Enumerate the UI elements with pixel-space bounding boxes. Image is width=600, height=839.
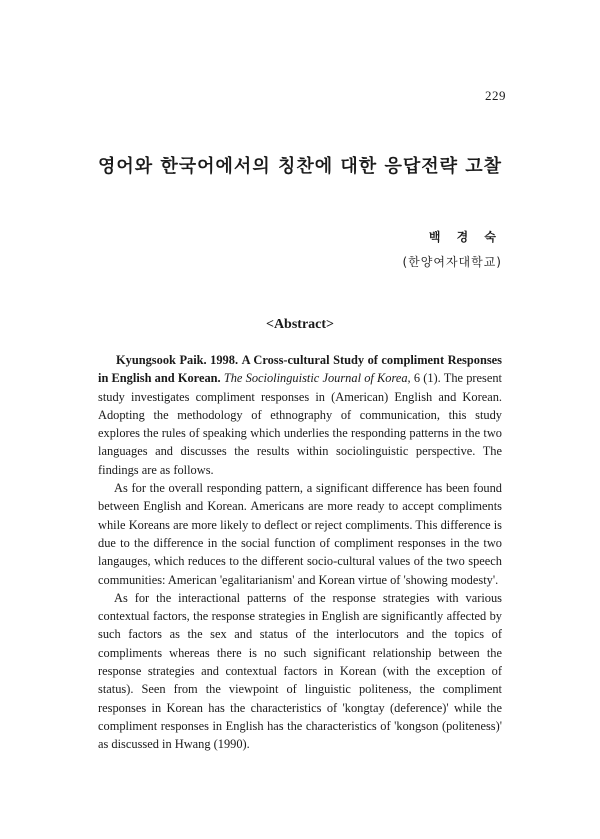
page-number: 229 xyxy=(485,88,506,103)
citation-title: A Cross-cultural Study of compliment Responses in English and Korean. xyxy=(98,353,502,386)
abstract-paragraph-3: As for the interactional patterns of the response strategies with various contextual factors, the response strategies in English are significantly affected by such factors as the sex and status of the interlocutors and the topics of compliments whereas there is no such significant relationship between the response strategies and contextual factors in Korean (with the exception of status). Seen from the viewpoint of linguistic politeness, the compliment responses in Korean has the characteristics of 'kongtay (deference)' while the compliment responses in English has the characteristics of 'kongson (politeness)' as discussed in Hwang (1990). xyxy=(98,590,502,752)
abstract-text-1: The present study investigates compliment responses in (American) English and Korean. Adopting the methodology of ethnography of communication, this study explores the rules of speaking which underlies the responding patterns in the two languages and discusses the results within sociolinguistic perspective. The findings are as follows. xyxy=(98,371,502,477)
citation-journal: The Sociolinguistic Journal of Korea, xyxy=(223,371,411,386)
abstract-paragraph-1 xyxy=(98,351,502,479)
paper-title: 영어와 한국어에서의 칭찬에 대한 응답전략 고찰 xyxy=(97,156,503,177)
abstract-paragraph-2: As for the overall responding pattern, a significant difference has been found between English and Korean. Americans are more ready to accept compliments while Koreans are more likely to deflect or reject compliments. This difference is due to the difference in the social function of compliment responses in the two langauges, which reduces to the different socio-cultural values of the two speech communities: American 'egalitarianism' and Korean virtue of 'showing modesty'. xyxy=(98,481,502,587)
author-name: 백 경 숙 xyxy=(428,230,502,244)
citation-volume: 6 (1). xyxy=(413,371,441,386)
author-affiliation: (한양여자대학교) xyxy=(402,255,502,269)
citation-author-year: Kyungsook Paik. 1998. xyxy=(116,353,239,367)
abstract-body xyxy=(98,351,502,754)
abstract-heading: <Abstract> xyxy=(265,317,335,332)
